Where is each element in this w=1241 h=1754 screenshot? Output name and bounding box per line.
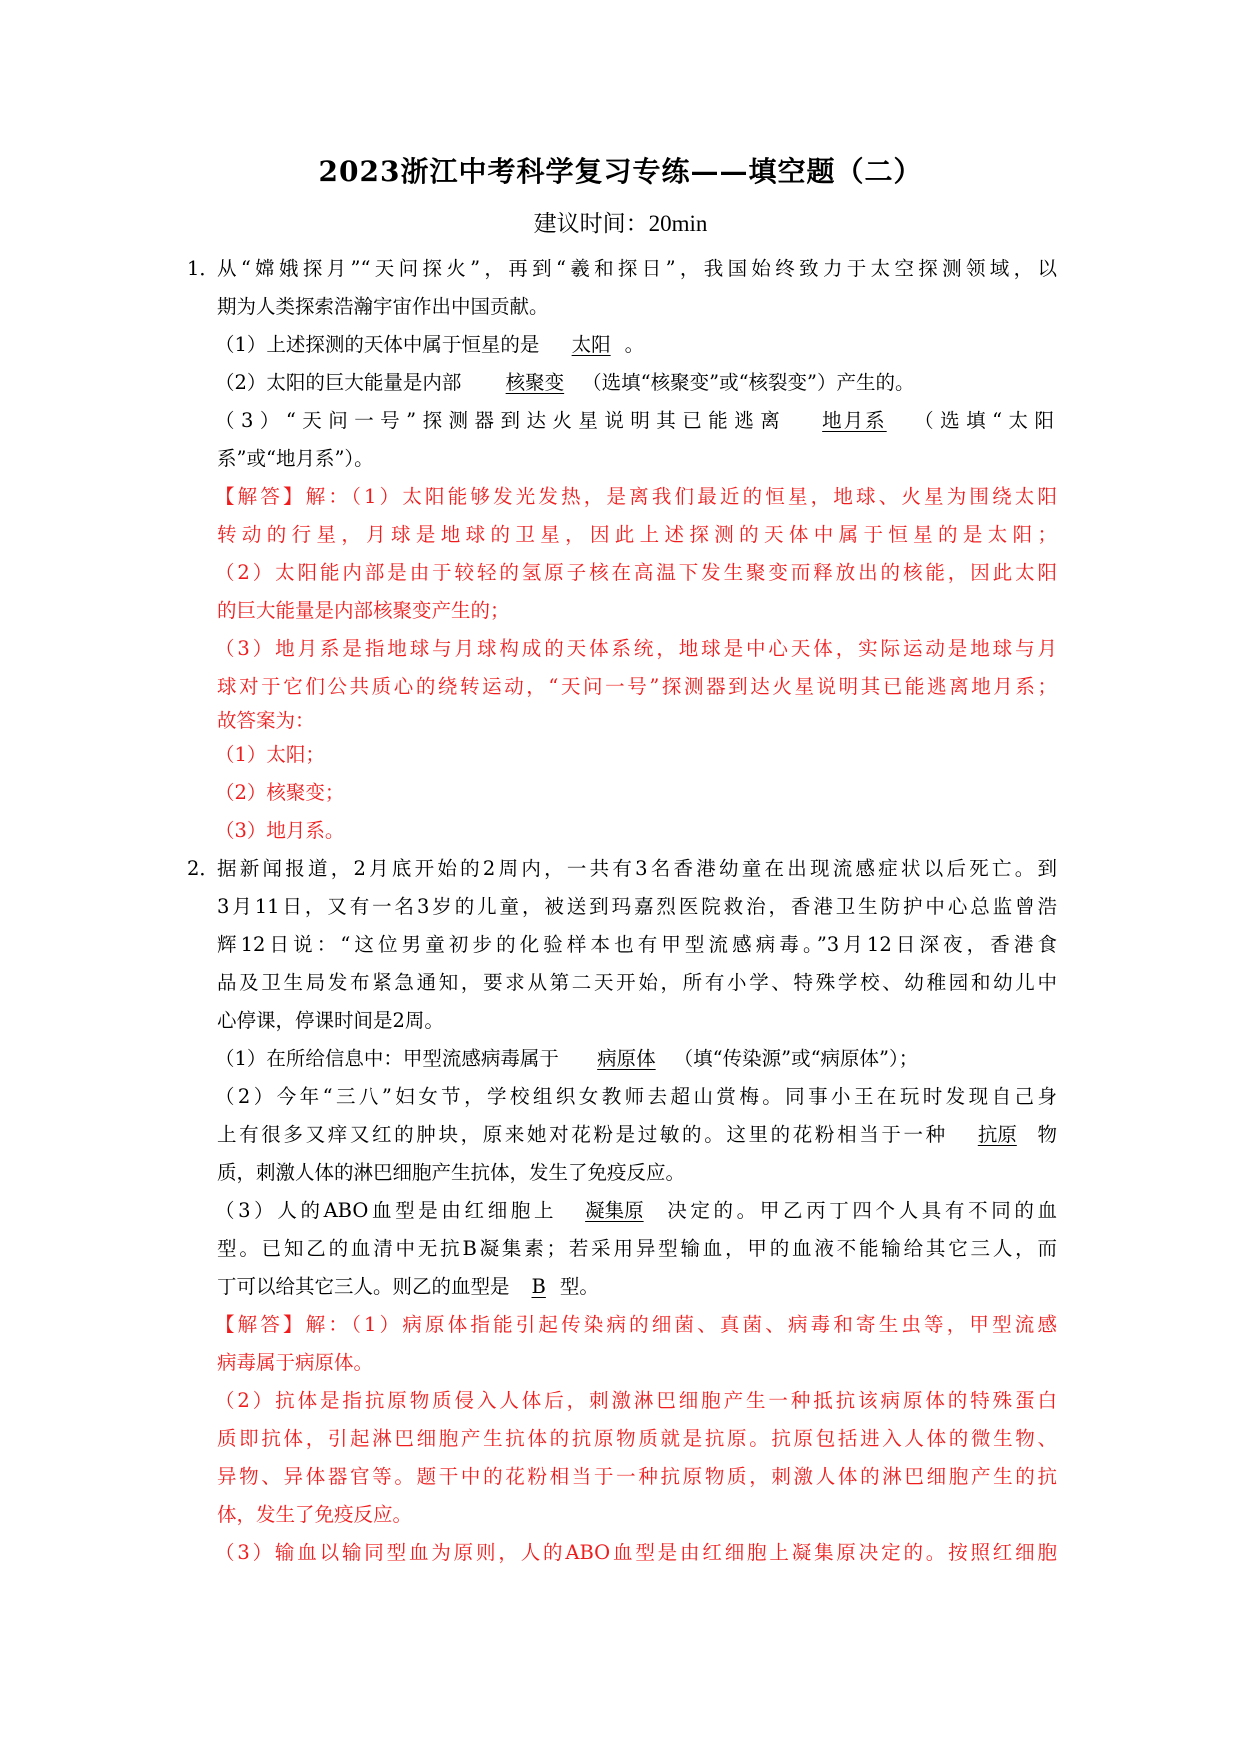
solution-block	[187, 1306, 1057, 1344]
solution-block	[187, 478, 1057, 516]
stem-line: 心停课，停课时间是2周。	[217, 1009, 444, 1032]
prompt-text: 上有很多又痒又红的肿块，原来她对花粉是过敏的。这里的花粉相当于一种	[217, 1123, 948, 1146]
question-2	[187, 850, 1057, 1572]
suggested-time	[0, 205, 1241, 238]
time-label: 建议时间：	[533, 211, 649, 237]
question-1	[187, 250, 1057, 850]
question-number: 2．	[187, 857, 219, 880]
sub-question-2	[187, 364, 1057, 402]
question-stem	[187, 850, 1057, 888]
answer-blank: 病原体	[597, 1047, 656, 1070]
stem-line: 期为人类探索浩瀚宇宙作出中国贡献。	[217, 295, 549, 318]
sub-question-2: （2）今年“三八”妇女节，学校组织女教师去超山赏梅。同事小王在玩时发现自己身	[215, 1085, 1057, 1108]
solution-text: （3）输血以输同型血为原则，人的ABO血型是由红细胞上凝集原决定的。按照红细胞	[215, 1541, 1057, 1564]
solution-tag: 【解答】	[215, 1313, 306, 1336]
stem-line: 据新闻报道，2月底开始的2周内，一共有3名香港幼童在出现流感症状以后死亡。到	[217, 857, 1057, 880]
sub-question-3	[187, 1192, 1057, 1230]
questions-body	[187, 250, 1057, 1572]
answer-blank: 核聚变	[505, 371, 565, 394]
stem-line: 从“嫦娥探月”“天问探火”，再到“羲和探日”，我国始终致力于太空探测领域，以	[217, 257, 1057, 280]
sub-question-3	[187, 402, 1057, 440]
prompt-text: （2）太阳的巨大能量是内部	[215, 371, 462, 394]
prompt-text: （1）上述探测的天体中属于恒星的是	[215, 333, 540, 356]
prompt-text: （选填“核聚变”或“核裂变”）产生的。	[582, 371, 915, 394]
answer-blank: B	[531, 1275, 546, 1298]
solution-text: 体，发生了免疫反应。	[217, 1503, 413, 1526]
solution-text: （2）太阳能内部是由于较轻的氢原子核在高温下发生聚变而释放出的核能，因此太阳	[215, 561, 1057, 584]
prompt-text: 型。	[559, 1275, 599, 1298]
answer-blank: 太阳	[571, 333, 611, 356]
solution-tag: 【解答】	[215, 485, 306, 508]
prompt-text: （3）“天问一号”探测器到达火星说明其已能逃离	[215, 409, 787, 432]
answer-blank: 地月系	[822, 409, 887, 432]
prompt-text: 。	[624, 333, 645, 356]
question-stem	[187, 250, 1057, 288]
sub-question-1	[187, 326, 1057, 364]
answer-summary: （2）核聚变；	[215, 781, 345, 804]
solution-text: 解：（1）太阳能够发光发热，是离我们最近的恒星，地球、火星为围绕太阳	[305, 485, 1057, 508]
stem-line: 品及卫生局发布紧急通知，要求从第二天开始，所有小学、特殊学校、幼稚园和幼儿中	[217, 971, 1057, 994]
solution-text: 球对于它们公共质心的绕转运动，“天问一号”探测器到达火星说明其已能逃离地月系；	[217, 675, 1057, 698]
solution-text: 质即抗体，引起淋巴细胞产生抗体的抗原物质就是抗原。抗原包括进入人体的微生物、	[217, 1427, 1057, 1450]
prompt-text: （1）在所给信息中：甲型流感病毒属于	[215, 1047, 559, 1070]
prompt-text: （选填“太阳	[910, 409, 1057, 432]
prompt-text: （填“传染源”或“病原体”）；	[673, 1047, 919, 1070]
answer-summary: （1）太阳；	[215, 743, 325, 766]
prompt-text: 丁可以给其它三人。则乙的血型是	[217, 1275, 510, 1298]
sub-question-3-cont: 系”或“地月系”）。	[217, 447, 374, 470]
answer-summary: （3）地月系。	[215, 819, 345, 842]
solution-text: 故答案为：	[217, 709, 315, 732]
sub-question-3-cont	[187, 1268, 1057, 1306]
answer-blank: 抗原	[977, 1123, 1017, 1146]
time-value: 20min	[648, 211, 708, 236]
solution-text: 异物、异体器官等。题干中的花粉相当于一种抗原物质，刺激人体的淋巴细胞产生的抗	[217, 1465, 1057, 1488]
stem-line: 辉12日说：“这位男童初步的化验样本也有甲型流感病毒。”3月12日深夜，香港食	[217, 933, 1057, 956]
solution-text: 解：（1）病原体指能引起传染病的细菌、真菌、病毒和寄生虫等，甲型流感	[305, 1313, 1057, 1336]
sub-question-3-cont: 型。已知乙的血清中无抗B凝集素；若采用异型输血，甲的血液不能输给其它三人，而	[217, 1237, 1057, 1260]
solution-text: （2）抗体是指抗原物质侵入人体后，刺激淋巴细胞产生一种抵抗该病原体的特殊蛋白	[215, 1389, 1057, 1412]
solution-text: （3）地月系是指地球与月球构成的天体系统，地球是中心天体，实际运动是地球与月	[215, 637, 1057, 660]
prompt-text: （3）人的ABO血型是由红细胞上	[215, 1199, 558, 1222]
sub-question-2-cont	[187, 1116, 1057, 1154]
prompt-text: 物	[1034, 1123, 1057, 1146]
sub-question-2-cont: 质，刺激人体的淋巴细胞产生抗体，发生了免疫反应。	[217, 1161, 686, 1184]
sub-question-1	[187, 1040, 1057, 1078]
prompt-text: 决定的。甲乙丙丁四个人具有不同的血	[663, 1199, 1057, 1222]
solution-text: 转动的行星，月球是地球的卫星，因此上述探测的天体中属于恒星的是太阳；	[217, 523, 1057, 546]
answer-blank: 凝集原	[585, 1199, 644, 1222]
question-number: 1．	[187, 257, 219, 280]
solution-text: 的巨大能量是内部核聚变产生的；	[217, 599, 510, 622]
page-title: 2023浙江中考科学复习专练——填空题（二）	[318, 155, 923, 188]
stem-line: 3月11日，又有一名3岁的儿童，被送到玛嘉烈医院救治，香港卫生防护中心总监曾浩	[217, 895, 1057, 918]
solution-text: 病毒属于病原体。	[217, 1351, 374, 1374]
